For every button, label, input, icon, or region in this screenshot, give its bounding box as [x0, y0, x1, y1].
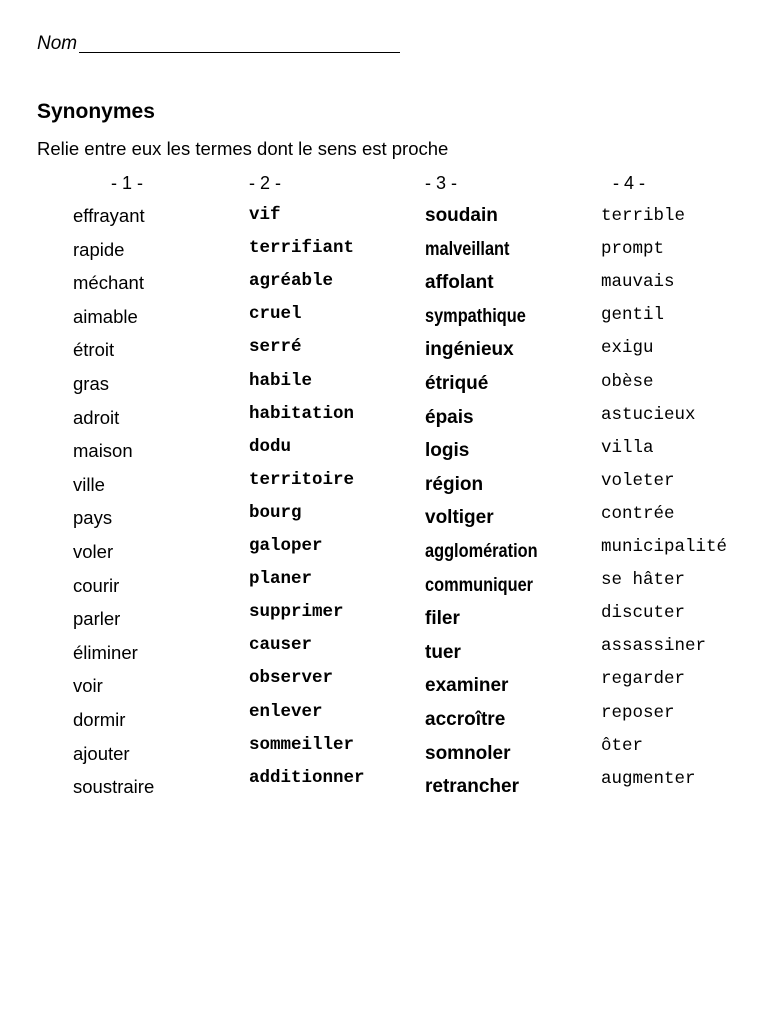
column-4-word: augmenter: [601, 768, 696, 789]
column-4-word: reposer: [601, 702, 675, 723]
column-1-word: voir: [73, 675, 103, 697]
column-1-word: gras: [73, 373, 109, 394]
column-4-word: gentil: [601, 305, 665, 326]
column-2-word: habile: [249, 370, 313, 391]
column-3-word: voltiger: [425, 507, 494, 529]
column-2-word: terrifiant: [249, 238, 355, 259]
column-2-word: galoper: [249, 536, 323, 556]
column-3-word: sympathique: [425, 305, 526, 327]
column-3-word: filer: [425, 608, 460, 630]
column-4-word: ôter: [601, 735, 644, 756]
column-1-header: - 1 -: [111, 173, 144, 193]
column-2-word: additionner: [249, 767, 365, 788]
column-3-word: somnoler: [425, 742, 511, 764]
column-2-header: - 2 -: [249, 173, 282, 193]
column-1-word: soustraire: [73, 776, 155, 798]
column-2-word: habitation: [249, 403, 355, 424]
column-3-word: malveillant: [425, 238, 510, 260]
column-3-word: étriqué: [425, 373, 489, 394]
column-1-word: pays: [73, 507, 113, 529]
column-1-word: éliminer: [73, 641, 138, 663]
column-4-word: discuter: [601, 603, 686, 624]
column-2-word: agréable: [249, 271, 334, 292]
column-2-word: serré: [249, 337, 302, 358]
column-3-word: agglomération: [425, 541, 538, 562]
column-4-word: mauvais: [601, 272, 675, 293]
column-4-word: villa: [601, 437, 654, 458]
column-1-word: courir: [73, 574, 120, 596]
column-4-word: se hâter: [601, 570, 686, 591]
column-1-word: voler: [73, 541, 114, 562]
column-2-word: dodu: [249, 436, 292, 457]
column-4-word: terrible: [601, 206, 686, 226]
column-2-word: observer: [249, 668, 334, 689]
column-3-word: accroître: [425, 709, 506, 730]
column-4-word: voleter: [601, 470, 675, 491]
column-2-word: enlever: [249, 701, 323, 722]
column-1-word: adroit: [73, 406, 120, 428]
column-1-word: aimable: [73, 305, 138, 327]
column-1-word: ville: [73, 473, 105, 495]
name-label: Nom: [37, 33, 78, 54]
column-4-word: regarder: [601, 669, 686, 690]
column-2-word: causer: [249, 635, 313, 656]
column-3-word: soudain: [425, 205, 498, 226]
name-line: [79, 52, 400, 53]
column-2-word: planer: [249, 569, 313, 590]
column-3-word: ingénieux: [425, 339, 514, 361]
column-2-word: sommeiller: [249, 734, 355, 755]
column-4-word: prompt: [601, 239, 665, 260]
column-2-word: territoire: [249, 469, 355, 490]
column-1-word: maison: [73, 440, 133, 462]
column-1-word: ajouter: [73, 742, 130, 764]
column-4-word: contrée: [601, 503, 675, 524]
column-1-word: méchant: [73, 272, 144, 294]
instruction-text: Relie entre eux les termes dont le sens est proche: [37, 138, 449, 159]
column-1-word: dormir: [73, 709, 126, 730]
column-1-word: rapide: [73, 238, 125, 260]
column-4-word: astucieux: [601, 404, 696, 425]
column-3-word: logis: [425, 440, 470, 462]
column-2-word: supprimer: [249, 602, 344, 623]
column-4-word: exigu: [601, 338, 654, 359]
column-1-word: parler: [73, 608, 121, 630]
column-3-word: retrancher: [425, 776, 519, 798]
column-3-word: affolant: [425, 272, 494, 294]
page-title: Synonymes: [37, 100, 155, 123]
column-4-word: municipalité: [601, 537, 728, 557]
column-2-word: bourg: [249, 502, 302, 523]
column-2-word: cruel: [249, 304, 302, 325]
column-4-word: assassiner: [601, 636, 707, 657]
column-3-word: communiquer: [425, 574, 534, 596]
column-2-word: vif: [249, 205, 281, 225]
column-3-word: épais: [425, 406, 474, 428]
column-1-word: effrayant: [73, 205, 145, 226]
column-3-word: tuer: [425, 641, 461, 663]
column-3-word: examiner: [425, 675, 509, 697]
column-4-word: obèse: [601, 371, 654, 392]
column-3-header: - 3 -: [425, 173, 458, 193]
column-4-header: - 4 -: [613, 173, 646, 193]
column-3-word: région: [425, 473, 484, 495]
column-1-word: étroit: [73, 339, 115, 361]
